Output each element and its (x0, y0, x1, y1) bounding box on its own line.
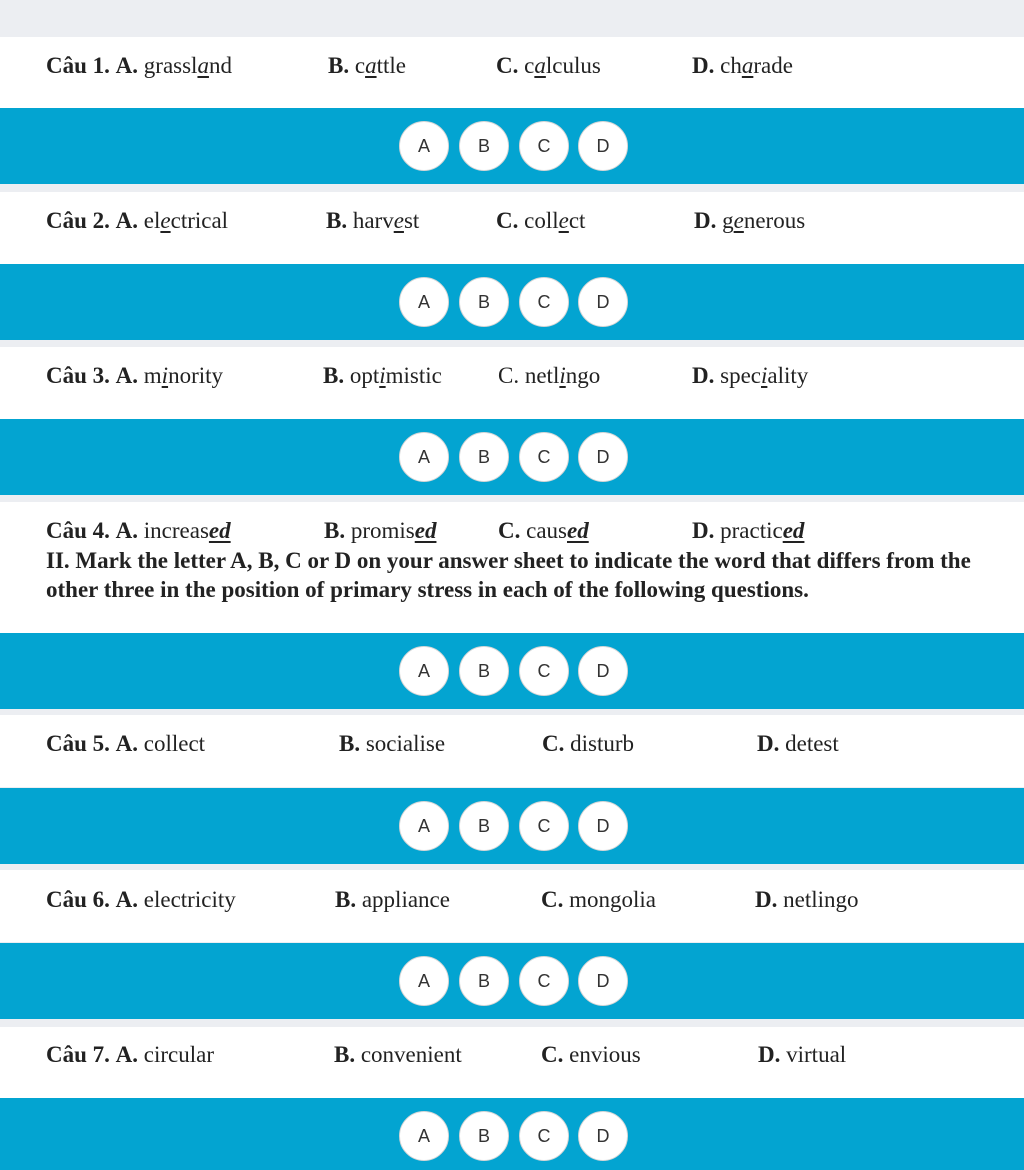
answer-a-button[interactable]: A (399, 956, 449, 1006)
question-5 (0, 729, 1024, 759)
question-label: Câu 2. (46, 208, 110, 233)
answer-b-button[interactable]: B (459, 801, 509, 851)
question-label: Câu 7. (46, 1042, 110, 1067)
question-3 (0, 361, 1024, 391)
answer-c-button[interactable]: C (519, 432, 569, 482)
option-c: C. collect (496, 208, 586, 233)
option-b: B. optimistic (323, 363, 442, 388)
question-label: Câu 5. (46, 731, 110, 756)
answer-b-button[interactable]: B (459, 956, 509, 1006)
answer-bar-2 (0, 264, 1024, 340)
answer-bar-5 (0, 788, 1024, 864)
answer-c-button[interactable]: C (519, 956, 569, 1006)
answer-a-button[interactable]: A (399, 121, 449, 171)
option-d: D. charade (692, 53, 793, 78)
option-b: B. harvest (326, 208, 420, 233)
answer-b-button[interactable]: B (459, 121, 509, 171)
answer-a-button[interactable]: A (399, 1111, 449, 1161)
answer-bar-4 (0, 633, 1024, 709)
option-a: Câu 6. A. electricity (46, 887, 236, 912)
answer-d-button[interactable]: D (578, 801, 628, 851)
option-c: C. mongolia (541, 887, 657, 912)
answer-d-button[interactable]: D (578, 1111, 628, 1161)
option-c: C. calculus (496, 53, 601, 78)
option-c: C. caused (498, 518, 589, 543)
option-c: C. disturb (542, 731, 635, 756)
answer-bar-6 (0, 943, 1024, 1019)
answer-a-button[interactable]: A (399, 432, 449, 482)
answer-d-button[interactable]: D (578, 432, 628, 482)
option-b: B. cattle (328, 53, 406, 78)
option-c: C. netlingo (498, 363, 601, 388)
answer-c-button[interactable]: C (519, 1111, 569, 1161)
question-label: Câu 6. (46, 887, 110, 912)
option-d: D. speciality (692, 363, 809, 388)
option-a: Câu 4. A. increased (46, 518, 231, 543)
section-instruction: II. Mark the letter A, B, C or D on your answer sheet to indicate the word that differs from the other three in the position of primary stress in each of the following questions. (46, 548, 971, 602)
question-2 (0, 206, 1024, 236)
answer-d-button[interactable]: D (578, 121, 628, 171)
question-label: Câu 1. (46, 53, 110, 78)
option-c: C. envious (541, 1042, 641, 1067)
answer-bar-1 (0, 108, 1024, 184)
option-a: Câu 5. A. collect (46, 731, 206, 756)
option-a: Câu 3. A. minority (46, 363, 224, 388)
option-d: D. generous (694, 208, 806, 233)
option-b: B. promised (324, 518, 437, 543)
option-d: D. netlingo (755, 887, 859, 912)
option-b: B. appliance (335, 887, 450, 912)
option-d: D. detest (757, 731, 839, 756)
question-7 (0, 1040, 1024, 1070)
option-d: D. practiced (692, 518, 805, 543)
answer-d-button[interactable]: D (578, 646, 628, 696)
answer-a-button[interactable]: A (399, 801, 449, 851)
option-b: B. convenient (334, 1042, 462, 1067)
answer-bar-7 (0, 1098, 1024, 1170)
answer-a-button[interactable]: A (399, 646, 449, 696)
answer-c-button[interactable]: C (519, 121, 569, 171)
question-label: Câu 4. (46, 518, 110, 543)
option-d: D. virtual (758, 1042, 847, 1067)
question-1 (0, 51, 1024, 81)
option-a: Câu 2. A. electrical (46, 208, 229, 233)
answer-b-button[interactable]: B (459, 1111, 509, 1161)
option-b: B. socialise (339, 731, 446, 756)
answer-bar-3 (0, 419, 1024, 495)
question-6 (0, 885, 1024, 915)
answer-d-button[interactable]: D (578, 277, 628, 327)
answer-b-button[interactable]: B (459, 432, 509, 482)
answer-c-button[interactable]: C (519, 801, 569, 851)
answer-b-button[interactable]: B (459, 646, 509, 696)
option-a: Câu 7. A. circular (46, 1042, 215, 1067)
answer-c-button[interactable]: C (519, 277, 569, 327)
answer-b-button[interactable]: B (459, 277, 509, 327)
option-a: Câu 1. A. grassland (46, 53, 232, 78)
question-label: Câu 3. (46, 363, 110, 388)
answer-a-button[interactable]: A (399, 277, 449, 327)
answer-d-button[interactable]: D (578, 956, 628, 1006)
answer-c-button[interactable]: C (519, 646, 569, 696)
question-4 (0, 516, 1024, 546)
